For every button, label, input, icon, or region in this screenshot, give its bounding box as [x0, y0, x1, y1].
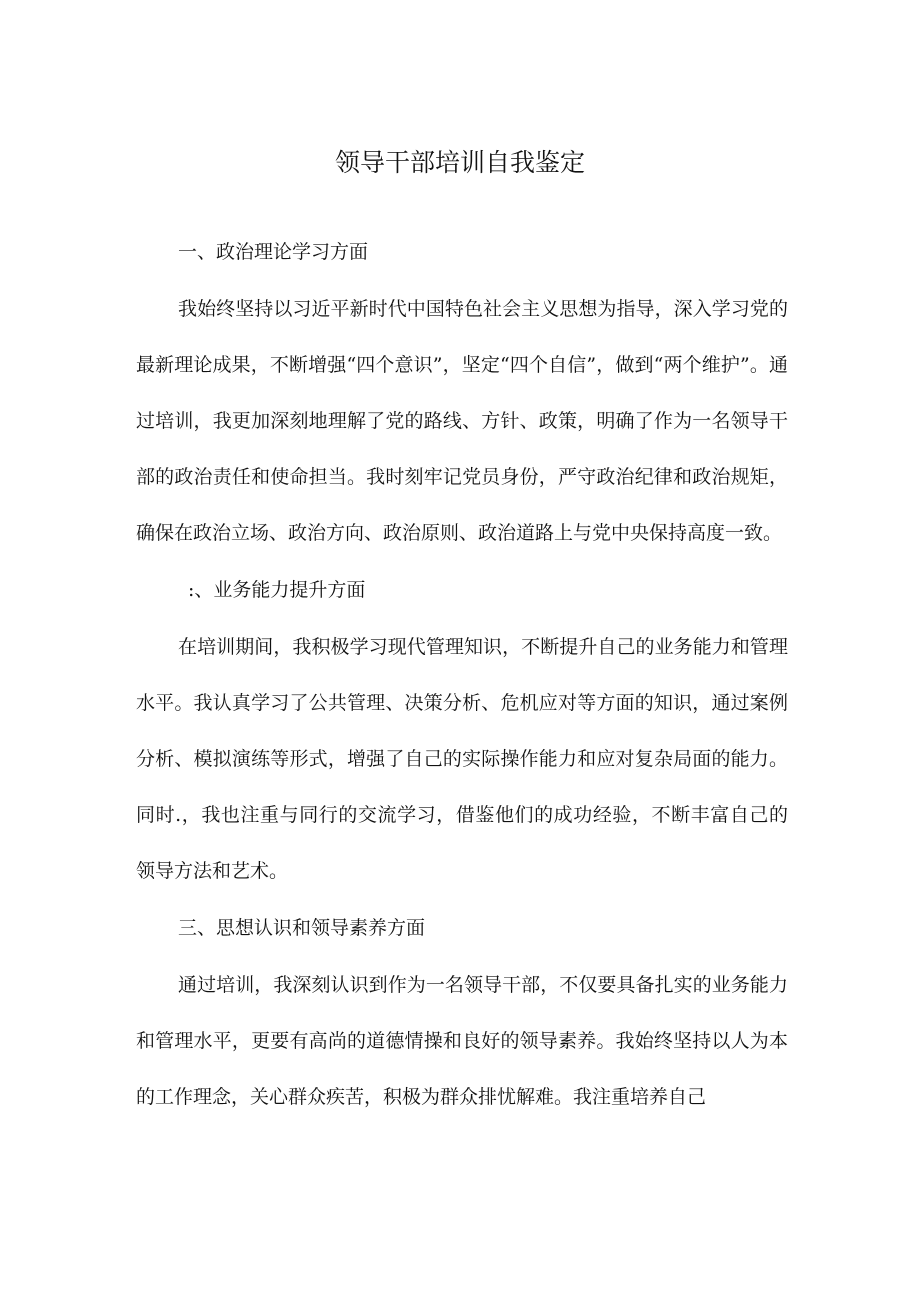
- section-paragraph-leadership: 通过培训，我深刻认识到作为一名领导干部，不仅要具备扎实的业务能力和管理水平，更要有高尚的道德情操和良好的领导素养。我始终坚持以人为本的工作理念，关心群众疾苦，积极为群众排忧解难。我注重培养自己: [136, 974, 788, 1108]
- section-heading-leadership: 三、思想认识和领导素养方面: [178, 917, 426, 939]
- document-body: [136, 223, 788, 1125]
- section-paragraph-politics: 我始终坚持以习近平新时代中国特色社会主义思想为指导，深入学习党的最新理论成果，不断增强“四个意识”，坚定“四个自信”，做到“两个维护”。通过培训，我更加深刻地理解了党的路线、方针、政策，明确了作为一名领导干部的政治责任和使命担当。我时刻牢记党员身份，严守政治纪律和政治规矩，确保在政治立场、政治方向、政治原则、政治道路上与党中央保持高度一致。: [136, 298, 788, 544]
- section-paragraph-business: 在培训期间，我积极学习现代管理知识，不断提升自己的业务能力和管理水平。我认真学习了公共管理、决策分析、危机应对等方面的知识，通过案例分析、模拟演练等形式，增强了自己的实际操作能力和应对复杂局面的能力。同时.，我也注重与同行的交流学习，借鉴他们的成功经验，不断丰富自己的领导方法和艺术。: [136, 636, 788, 882]
- section-heading-politics: 一、政治理论学习方面: [178, 241, 369, 263]
- section-heading-business: :、业务能力提升方面: [188, 579, 366, 601]
- document-title: 领导干部培训自我鉴定: [334, 148, 585, 177]
